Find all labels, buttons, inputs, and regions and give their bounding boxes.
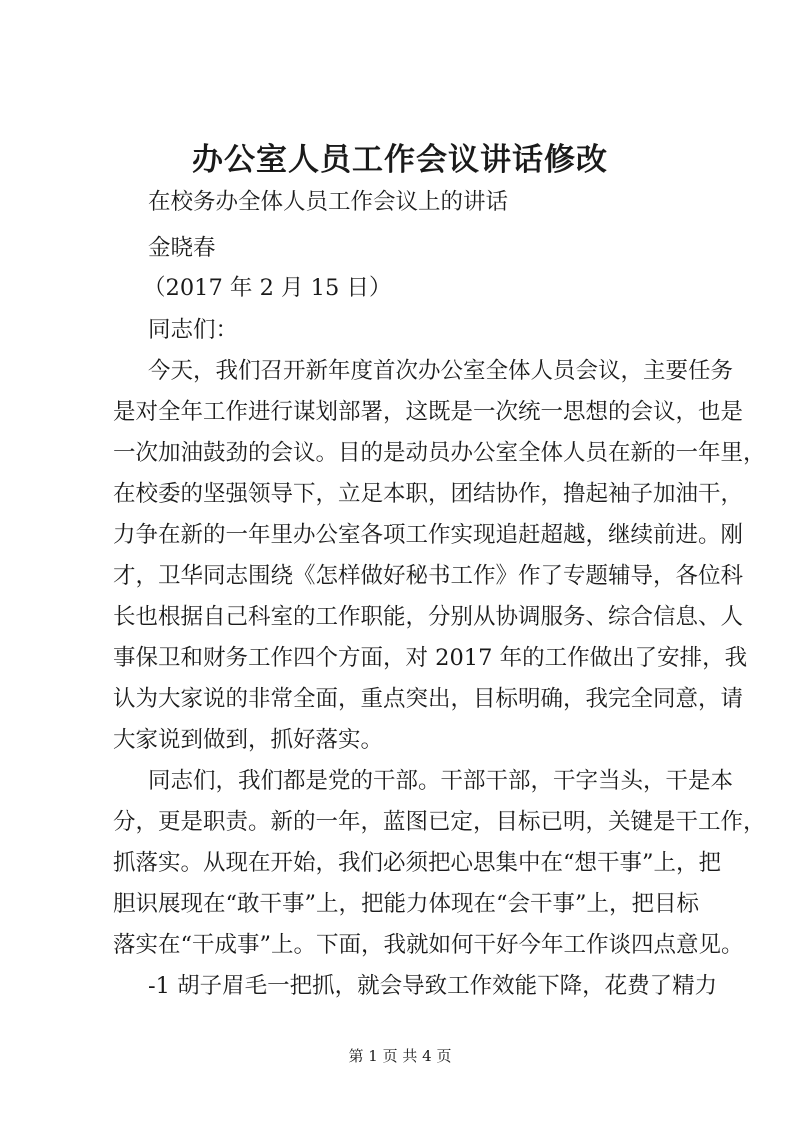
paragraph-1-line: 力争在新的一年里办公室各项工作实现追赶超越，继续前进。刚 — [113, 522, 744, 548]
paragraph-2-line: 落实在“干成事”上。下面，我就如何干好今年工作谈四点意见。 — [113, 932, 744, 958]
speaker-name: 金晓春 — [148, 235, 216, 261]
paragraph-1-line: 事保卫和财务工作四个方面，对 2017 年的工作做出了安排，我 — [113, 645, 748, 671]
paragraph-1-line: 认为大家说的非常全面，重点突出，目标明确，我完全同意，请 — [113, 686, 744, 712]
paragraph-2-line: 同志们，我们都是党的干部。干部干部，干字当头，干是本 — [148, 768, 734, 794]
paragraph-1-line: 在校委的坚强领导下，立足本职，团结协作，撸起袖子加油干， — [113, 481, 744, 507]
paragraph-1-line: 大家说到做到，抓好落实。 — [113, 727, 384, 753]
paragraph-1-line: 一次加油鼓劲的会议。目的是动员办公室全体人员在新的一年里， — [113, 440, 766, 466]
document-title: 办公室人员工作会议讲话修改 — [192, 142, 608, 178]
paragraph-2-line: 分，更是职责。新的一年，蓝图已定，目标已明，关键是干工作， — [113, 809, 766, 835]
paragraph-1-line: 长也根据自己科室的工作职能，分别从协调服务、综合信息、人 — [113, 604, 744, 630]
speech-date: （2017 年 2 月 15 日） — [143, 275, 392, 301]
speech-subtitle: 在校务办全体人员工作会议上的讲话 — [148, 189, 509, 215]
paragraph-1-line: 才，卫华同志围绕《怎样做好秘书工作》作了专题辅导，各位科 — [113, 563, 744, 589]
paragraph-2-line: 胆识展现在“敢干事”上，把能力体现在“会干事”上，把目标 — [113, 891, 700, 917]
paragraph-1-line: 是对全年工作进行谋划部署，这既是一次统一思想的会议，也是 — [113, 399, 744, 425]
page-number-footer: 第 1 页 共 4 页 — [348, 1047, 452, 1065]
salutation: 同志们： — [148, 317, 239, 343]
paragraph-2-line: 抓落实。从现在开始，我们必须把心思集中在“想干事”上，把 — [113, 850, 722, 876]
paragraph-3-line: -1 胡子眉毛一把抓，就会导致工作效能下降，花费了精力 — [148, 973, 718, 999]
paragraph-1-line: 今天，我们召开新年度首次办公室全体人员会议，主要任务 — [148, 358, 734, 384]
